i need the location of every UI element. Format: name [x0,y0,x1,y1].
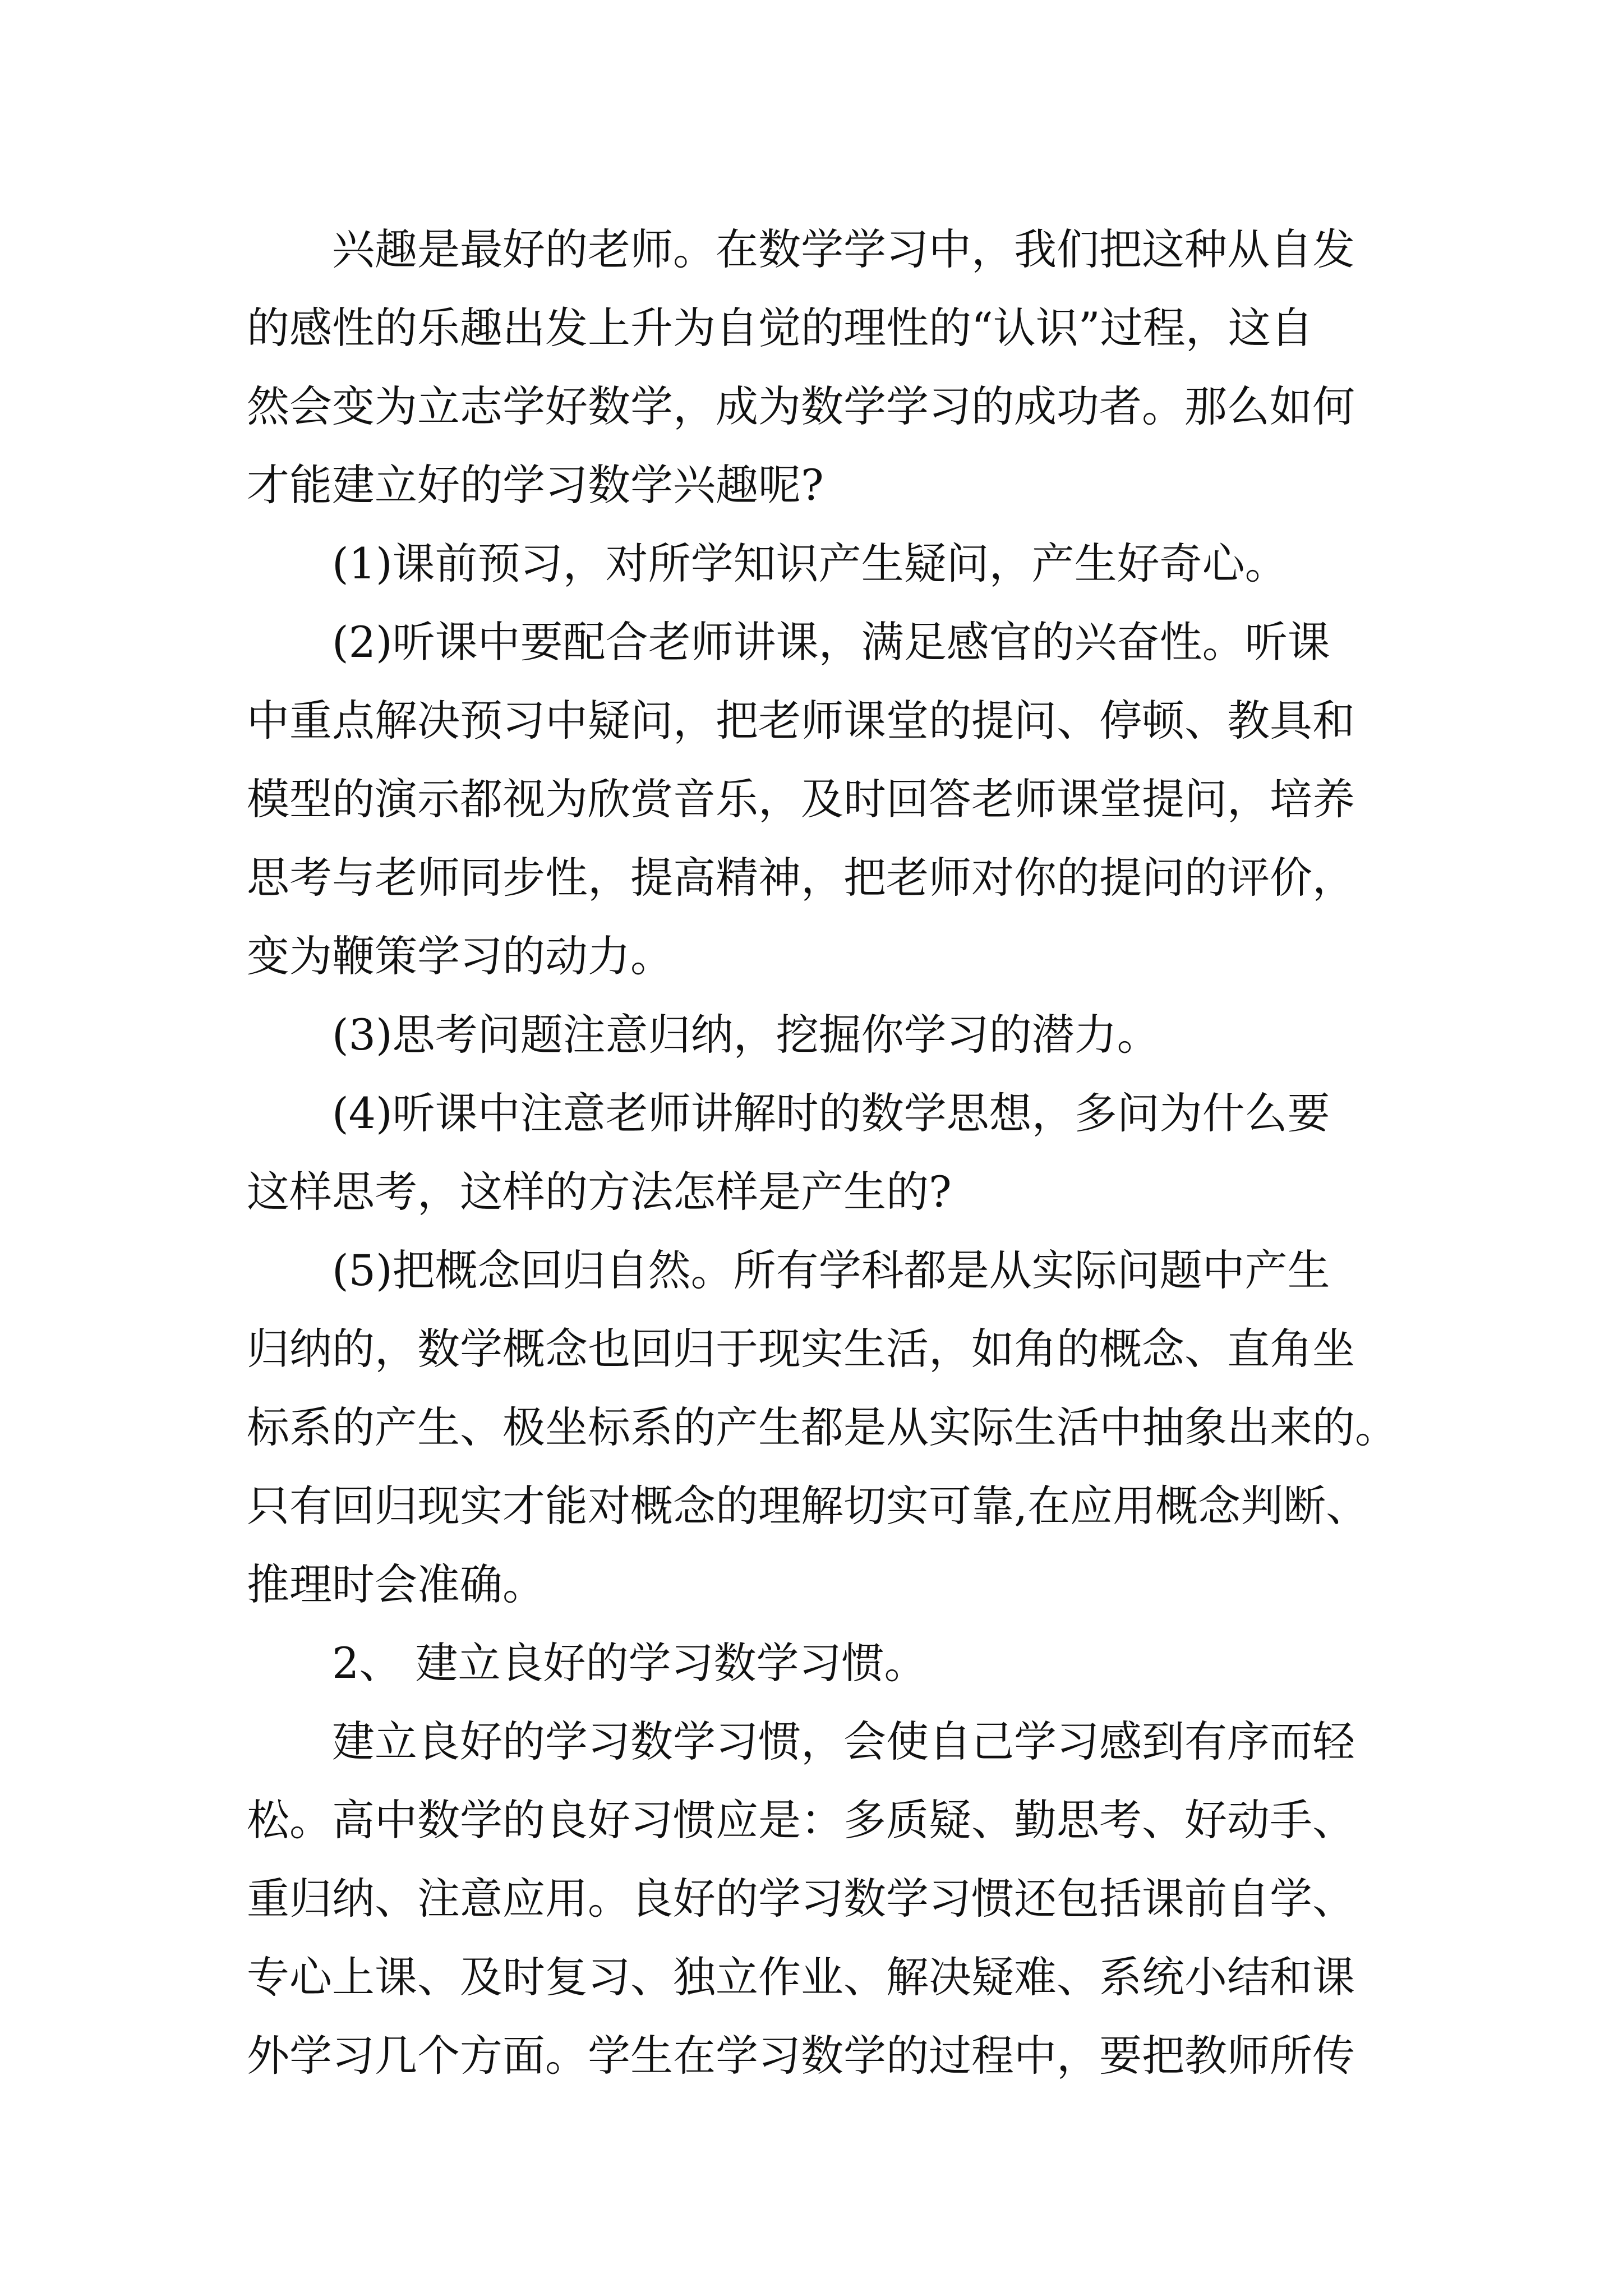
text-line-6: (2)听课中要配合老师讲课，满足感官的兴奋性。听课 [332,617,1330,667]
text-line-10: 变为鞭策学习的动力。 [247,931,673,981]
text-line-13: 这样思考，这样的方法怎样是产生的? [247,1167,952,1217]
text-line-20: 建立良好的学习数学习惯，会使自己学习感到有序而轻 [332,1717,1355,1766]
text-line-5: (1)课前预习，对所学知识产生疑问，产生好奇心。 [332,539,1288,588]
text-line-1: 兴趣是最好的老师。在数学学习中，我们把这种从自发 [332,224,1355,274]
text-line-8: 模型的演示都视为欣赏音乐，及时回答老师课堂提问，培养 [247,774,1355,824]
text-line-17: 只有回归现实才能对概念的理解切实可靠,在应用概念判断、 [247,1481,1369,1531]
text-line-2: 的感性的乐趣出发上升为自觉的理性的“认识”过程，这自 [247,303,1313,353]
text-line-22: 重归纳、注意应用。良好的学习数学习惯还包括课前自学、 [247,1874,1355,1924]
text-line-4: 才能建立好的学习数学兴趣呢? [247,460,824,510]
text-line-12: (4)听课中注意老师讲解时的数学思想，多问为什么要 [332,1088,1330,1138]
text-line-23: 专心上课、及时复习、独立作业、解决疑难、系统小结和课 [247,1952,1355,2002]
text-line-7: 中重点解决预习中疑问，把老师课堂的提问、停顿、教具和 [247,696,1355,746]
text-line-24: 外学习几个方面。学生在学习数学的过程中，要把教师所传 [247,2031,1355,2081]
text-line-18: 推理时会准确。 [247,1559,545,1609]
document-body [247,210,1396,2095]
text-line-9: 思考与老师同步性，提高精神，把老师对你的提问的评价， [247,853,1355,903]
text-line-11: (3)思考问题注意归纳，挖掘你学习的潜力。 [332,1010,1160,1060]
section-heading-2: 2、 建立良好的学习数学习惯。 [332,1638,927,1688]
text-line-14: (5)把概念回归自然。所有学科都是从实际问题中产生 [332,1245,1330,1295]
text-line-16: 标系的产生、极坐标系的产生都是从实际生活中抽象出来的。 [247,1402,1398,1452]
text-line-21: 松。高中数学的良好习惯应是：多质疑、勤思考、好动手、 [247,1795,1355,1845]
text-line-15: 归纳的，数学概念也回归于现实生活，如角的概念、直角坐 [247,1324,1355,1374]
text-line-3: 然会变为立志学好数学，成为数学学习的成功者。那么如何 [247,381,1355,431]
